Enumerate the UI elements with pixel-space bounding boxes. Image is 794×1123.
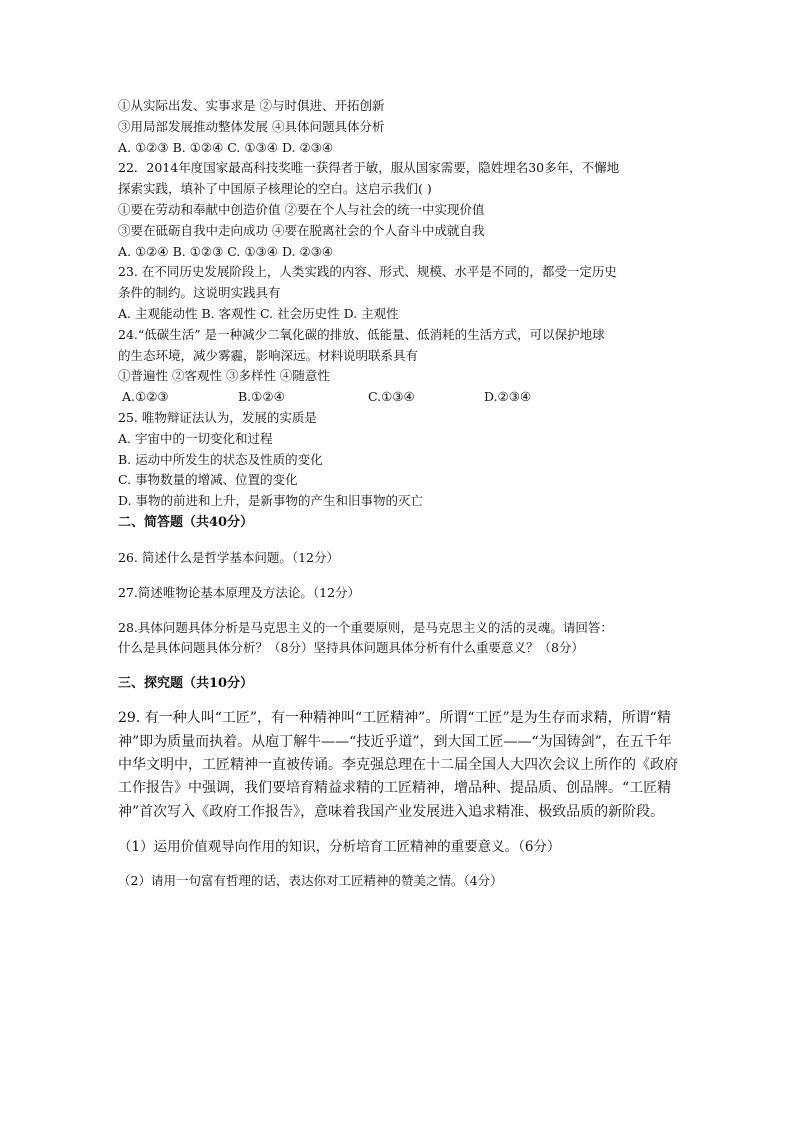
q24-options: [118, 387, 680, 408]
q28-line-1: 28.具体问题具体分析是马克思主义的一个重要原则，是马克思主义的活的灵魂。请回答：: [118, 619, 613, 635]
section-3-heading: 三、探究题（共10分）: [118, 676, 254, 692]
q22-choice-line-2: ③要在砥砺自我中走向成功 ④要在脱离社会的个人奋斗中成就自我: [118, 222, 485, 238]
q25-option-c: C. 事物数量的增减、位置的变化: [118, 472, 298, 488]
q29-sub-1: （1）运用价值观导向作用的知识，分析培育工匠精神的重要意义。（6分）: [118, 839, 561, 856]
q24-choice-line: ①普遍性 ②客观性 ③多样性 ④随意性: [118, 368, 330, 384]
q24-stem-1: 24.“低碳生活” 是一种减少二氧化碳的排放、低能量、低消耗的生活方式，可以保护地球: [118, 326, 605, 342]
q22-choice-line-1: ①要在劳动和奉献中创造价值 ②要在个人与社会的统一中实现价值: [118, 201, 485, 217]
section-2-heading: 二、简答题（共40分）: [118, 514, 254, 530]
q22-stem-1: 22．2014年度国家最高科技奖唯一获得者于敏，服从国家需要，隐姓埋名30多年，不懈地: [118, 160, 620, 176]
q25-option-b: B. 运动中所发生的状态及性质的变化: [118, 451, 323, 467]
q21-choice-line-2: ③用局部发展推动整体发展 ④具体问题具体分析: [118, 118, 385, 134]
q23-stem-2: 条件的制约。这说明实践具有: [118, 285, 281, 301]
q28-line-2: 什么是具体问题具体分析？（8分）坚持具体问题具体分析有什么重要意义？（8分）: [118, 640, 584, 656]
q23-options: A. 主观能动性 B. 客观性 C. 社会历史性 D. 主观性: [118, 305, 399, 321]
q26-text: 26. 简述什么是哲学基本问题。（12分）: [118, 549, 340, 565]
q25-stem: 25. 唯物辩证法认为，发展的实质是: [118, 409, 317, 425]
q21-options: A. ①②③ B. ①②④ C. ①③④ D. ②③④: [118, 139, 334, 155]
q25-option-d: D. 事物的前进和上升，是新事物的产生和旧事物的灭亡: [118, 493, 424, 509]
q24-stem-2: 的生态环境，减少雾霾，影响深远。材料说明联系具有: [118, 347, 419, 363]
q22-stem-2: 探索实践，填补了中国原子核理论的空白。这启示我们( ): [118, 181, 432, 197]
q23-stem-1: 23. 在不同历史发展阶段上，人类实践的内容、形式、规模、水平是不同的，都受一定历史: [118, 264, 617, 280]
q29-passage: [118, 707, 680, 824]
q21-choice-line-1: ①从实际出发、实事求是 ②与时俱进、开拓创新: [118, 98, 385, 113]
q24-option-a: A.①②③: [122, 389, 169, 405]
q24-option-c: C.①③④: [368, 389, 415, 405]
q27-text: 27.简述唯物论基本原理及方法论。（12分）: [118, 584, 361, 600]
q22-options: A. ①②④ B. ①②③ C. ①③④ D. ②③④: [118, 243, 334, 259]
q29-sub-2: （2）请用一句富有哲理的话，表达你对工匠精神的赞美之情。（4分）: [118, 873, 503, 889]
q24-option-d: D.②③④: [484, 389, 532, 405]
q29-text: 29. 有一种人叫“工匠”，有一种精神叫“工匠精神”。所谓“工匠”是为生存而求精，所谓“精神”即为质量而执着。从庖丁解牛——“技近乎道”，到大国工匠——“为国铸剑”，在五千年中华文明中，工匠精神一直被传诵。李克强总理在十二届全国人大四次会议上所作的《政府工作报告》中强调，我们要培育精益求精的工匠精神，增品种、提品质、创品牌。“工匠精神”首次写入《政府工作报告》，意味着我国产业发展进入追求精准、极致品质的新阶段。: [118, 710, 678, 820]
q24-option-b: B.①②④: [238, 389, 285, 405]
q25-option-a: A. 宇宙中的一切变化和过程: [118, 430, 273, 446]
exam-page: [118, 96, 680, 892]
